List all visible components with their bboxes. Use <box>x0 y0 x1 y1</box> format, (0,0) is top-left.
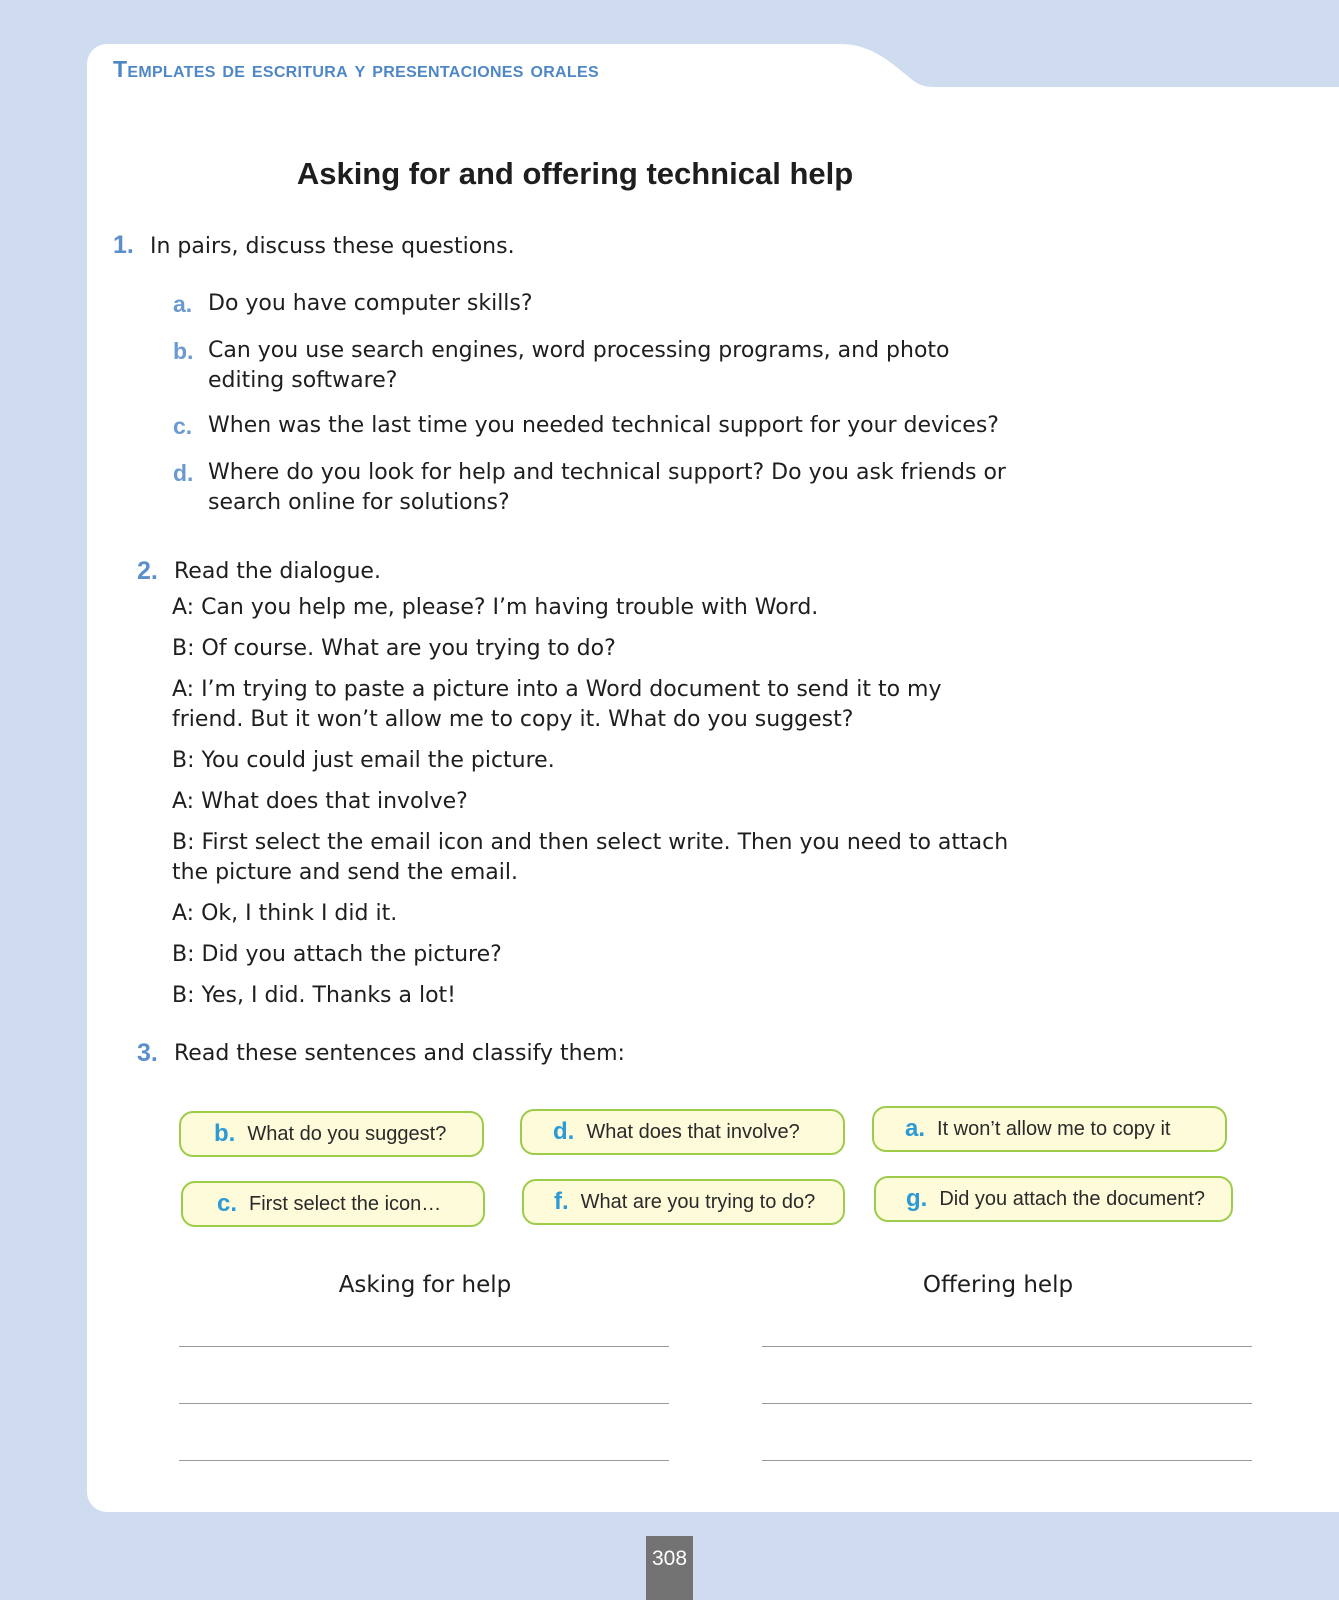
sentence-card <box>522 1179 845 1225</box>
lesson-title: Asking for and offering technical help <box>296 156 854 191</box>
sentence-card-text: Did you attach the document? <box>939 1187 1206 1210</box>
question-2-number: 2. <box>137 557 158 585</box>
sentence-card-letter: d. <box>553 1118 575 1145</box>
column-heading-asking: Asking for help <box>338 1272 512 1298</box>
answer-line[interactable] <box>762 1403 1252 1404</box>
sentence-card-text: First select the icon… <box>249 1192 442 1215</box>
answer-line[interactable] <box>179 1403 669 1404</box>
answer-line[interactable] <box>179 1460 669 1461</box>
dialogue-line: B: First select the email icon and then select write. Then you need to attach the picture and send the email. <box>172 830 1009 885</box>
sentence-card-letter: f. <box>554 1188 569 1215</box>
list-item <box>173 289 1053 319</box>
question-3-number: 3. <box>137 1039 158 1067</box>
answer-line[interactable] <box>179 1346 669 1347</box>
sentence-card-letter: c. <box>217 1190 238 1217</box>
list-item-letter: c. <box>173 413 193 439</box>
dialogue-line: B: Yes, I did. Thanks a lot! <box>172 983 457 1008</box>
list-item-letter: b. <box>173 338 194 364</box>
answer-line[interactable] <box>762 1346 1252 1347</box>
question-1-number: 1. <box>113 231 134 259</box>
sentence-card <box>874 1176 1233 1222</box>
list-item-text: When was the last time you needed technical support for your devices? <box>208 413 999 438</box>
dialogue-line: A: What does that involve? <box>172 789 468 814</box>
dialogue-line: A: Can you help me, please? I’m having trouble with Word. <box>172 595 819 620</box>
list-item <box>173 411 1053 441</box>
sentence-card-text: It won’t allow me to copy it <box>937 1117 1171 1140</box>
sentence-card-text: What are you trying to do? <box>580 1190 816 1213</box>
sentence-card-letter: a. <box>905 1115 926 1142</box>
question-3-prompt: Read these sentences and classify them: <box>174 1041 625 1066</box>
list-item-letter: d. <box>173 460 194 486</box>
sentence-card <box>520 1109 845 1155</box>
list-item-text: Do you have computer skills? <box>208 291 533 316</box>
sentence-card <box>179 1111 484 1157</box>
dialogue-line: B: You could just email the picture. <box>172 748 555 773</box>
list-item <box>173 458 1033 518</box>
header-tab-shape <box>840 0 1339 90</box>
dialogue-line: A: Ok, I think I did it. <box>172 901 398 926</box>
dialogue-line: A: I’m trying to paste a picture into a Word document to send it to my friend. But it won’t allow me to copy it. What do you suggest? <box>172 677 942 732</box>
sentence-card-letter: b. <box>214 1120 236 1147</box>
question-1-prompt: In pairs, discuss these questions. <box>150 234 515 259</box>
list-item-text: Where do you look for help and technical support? Do you ask friends or search online for solutions? <box>208 460 1006 515</box>
dialogue-line: B: Did you attach the picture? <box>172 942 502 967</box>
sentence-card-letter: g. <box>906 1185 928 1212</box>
column-heading-offering: Offering help <box>922 1272 1074 1298</box>
list-item <box>173 336 973 396</box>
dialogue-line: B: Of course. What are you trying to do? <box>172 636 616 661</box>
section-header: Templates de escritura y presentaciones orales <box>113 56 599 82</box>
question-2-prompt: Read the dialogue. <box>174 559 381 584</box>
answer-line[interactable] <box>762 1460 1252 1461</box>
sentence-card <box>872 1106 1227 1152</box>
sentence-card-text: What do you suggest? <box>247 1122 447 1145</box>
page-number: 308 <box>646 1536 693 1600</box>
sentence-card-text: What does that involve? <box>586 1120 800 1143</box>
sentence-card <box>181 1181 485 1227</box>
list-item-letter: a. <box>173 291 193 317</box>
list-item-text: Can you use search engines, word processing programs, and photo editing software? <box>208 338 950 393</box>
